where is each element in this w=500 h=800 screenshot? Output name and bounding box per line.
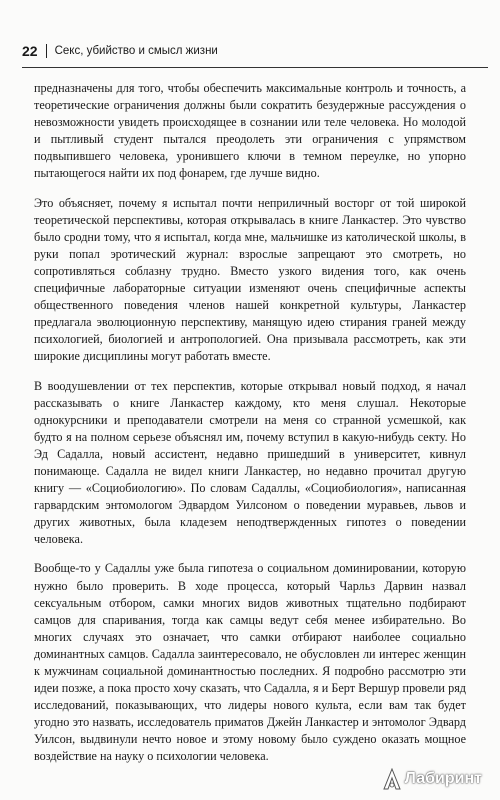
watermark-text: Лабиринт [404, 770, 482, 787]
page-number: 22 [22, 43, 38, 59]
labyrinth-logo-icon [383, 768, 401, 790]
running-title: Секс, убийство и смысл жизни [54, 45, 218, 57]
page-header [22, 36, 488, 66]
header-divider [46, 44, 47, 58]
paragraph: Это объясняет, почему я испытал почти неприличный восторг от той широкой теоретической перспективы, которая открывалась в книге Ланкастер. Это чувство было сродни тому, что я испытал, когда мне, мальчишке из католической школы, в руки попал эротический журнал: взрослые запрещают это смотреть, но сопротивляться соблазну трудно. Вместо узкого видения того, как очень специфичные лабораторные ситуации изменяют очень специфичные аспекты общественного поведения членов нашей конкретной культуры, Ланкастер предлагала эволюционную перспективу, манящую идею стирания граней между психологией, биологией и антропологией. Она призывала рассмотреть, как эти широкие дисциплины могут работать вместе. [34, 195, 466, 364]
paragraph: В воодушевлении от тех перспектив, которые открывал новый подход, я начал рассказывать о книге Ланкастер каждому, кто меня слушал. Некоторые однокурсники и преподаватели смотрели на меня со странной усмешкой, как будто я на полном серьезе объяснял им, почему вступил в какую-нибудь секту. Но Эд Садалла, новый ассистент, недавно пришедший в университет, кивнул понимающе. Садалла не видел книги Ланкастер, но недавно прочитал другую книгу — «Социобиологию». По словам Садаллы, «Социобиология», написанная гарвардским энтомологом Эдвардом Уилсоном о поведении муравьев, львов и других животных, была кладезем неподтвержденных гипотез о поведении человека. [34, 378, 466, 547]
paragraph: предназначены для того, чтобы обеспечить максимальные контроль и точность, а теоретические ограничения должны были сократить безудержные рассуждения о невозможности увидеть происходящее в сознании или теле человека. Но молодой и пытливый студент пытался преодолеть эти ограничения с упрямством подвыпившего человека, уронившего ключи в темном переулке, но упорно пытающегося найти их под фонарем, где лучше видно. [34, 81, 466, 181]
body-text [34, 80, 466, 778]
watermark [383, 768, 482, 790]
header-rule [22, 67, 488, 68]
paragraph: Вообще-то у Садаллы уже была гипотеза о социальном доминировании, которую нужно было проверить. В ходе процесса, который Чарльз Дарвин назвал сексуальным отбором, самки многих видов животных тщательно подбирают самцов для спаривания, тогда как самцы ведут себя менее избирательно. Во многих случаях это означает, что самки отбирают наиболее социально доминантных самцов. Садалла заинтересовало, не обусловлен ли интерес женщин к мужчинам социальной доминантностью последних. Я подробно рассмотрю эти идеи позже, а пока просто хочу сказать, что Садалла, я и Берт Вершур провели ряд исследований, показывающих, что лидеры нового культа, если вам так будет угодно это назвать, исследователь приматов Джейн Ланкастер и энтомолог Эдвард Уилсон, выдвинули нечто новое и этому новому было суждено оказать мощное воздействие на науку о психологии человека. [34, 561, 466, 764]
